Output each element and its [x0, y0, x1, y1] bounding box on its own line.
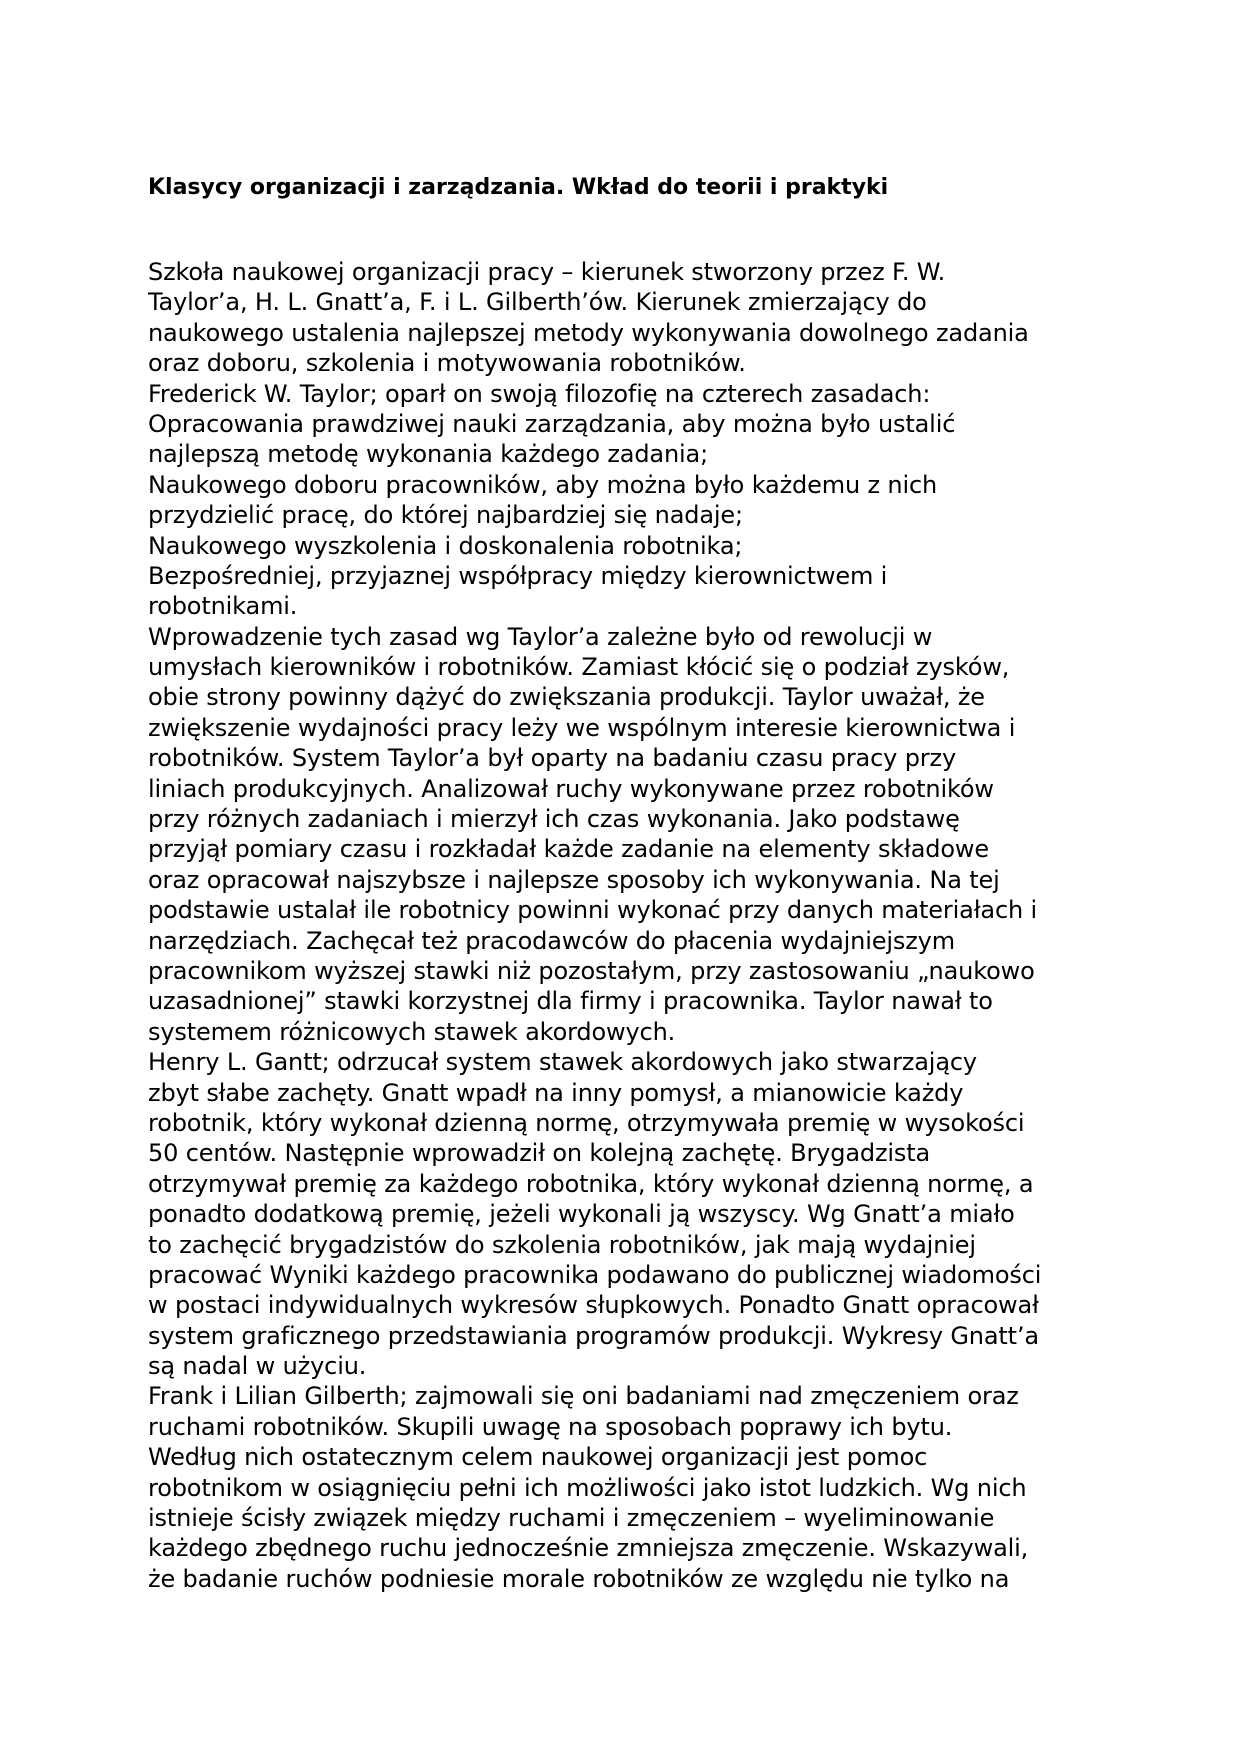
text-line: istnieje ścisły związek między ruchami i zmęczeniem – wyeliminowanie [148, 1504, 995, 1533]
text-line: Naukowego doboru pracowników, aby można było każdemu z nich [148, 470, 938, 499]
text-line: systemem różnicowych stawek akordowych. [148, 1017, 676, 1046]
text-line: Według nich ostatecznym celem naukowej organizacji jest pomoc [148, 1443, 928, 1472]
text-line: narzędziach. Zachęcał też pracodawców do płacenia wydajniejszym [148, 926, 955, 955]
text-line: robotnik, który wykonał dzienną normę, otrzymywała premię w wysokości [148, 1108, 1025, 1137]
text-line: ruchami robotników. Skupili uwagę na sposobach poprawy ich bytu. [148, 1412, 953, 1441]
text-line: pracownikom wyższej stawki niż pozostałym, przy zastosowaniu „naukowo [148, 956, 1035, 985]
text-line: przy różnych zadaniach i mierzył ich czas wykonania. Jako podstawę [148, 805, 960, 834]
text-line: przyjął pomiary czasu i rozkładał każde zadanie na elementy składowe [148, 835, 989, 864]
text-line: uzasadnionej” stawki korzystnej dla firmy i pracownika. Taylor nawał to [148, 987, 993, 1016]
text-line: każdego zbędnego ruchu jednocześnie zmniejsza zmęczenie. Wskazywali, [148, 1534, 1029, 1563]
text-line: Opracowania prawdziwej nauki zarządzania, aby można było ustalić [148, 409, 956, 438]
text-line: Frank i Lilian Gilberth; zajmowali się oni badaniami nad zmęczeniem oraz [148, 1382, 1019, 1411]
text-line: Taylor’a, H. L. Gnatt’a, F. i L. Gilberth’ów. Kierunek zmierzający do [148, 288, 927, 317]
text-line: że badanie ruchów podniesie morale robotników ze względu nie tylko na [148, 1564, 1010, 1593]
text-line: oraz doboru, szkolenia i motywowania robotników. [148, 349, 746, 378]
text-line: otrzymywał premię za każdego robotnika, który wykonał dzienną normę, a [148, 1169, 1034, 1198]
document-title: Klasycy organizacji i zarządzania. Wkład do teorii i praktyki [148, 175, 889, 200]
text-line: zbyt słabe zachęty. Gnatt wpadł na inny pomysł, a mianowicie każdy [148, 1078, 964, 1107]
text-line: zwiększenie wydajności pracy leży we wspólnym interesie kierownictwa i [148, 713, 1016, 742]
text-line: są nadal w użyciu. [148, 1352, 367, 1381]
document-body [148, 257, 1128, 1594]
text-line: robotników. System Taylor’a był oparty na badaniu czasu pracy przy [148, 744, 956, 773]
text-line: Bezpośredniej, przyjaznej współpracy między kierownictwem i [148, 561, 888, 590]
text-line: obie strony powinny dążyć do zwiększania produkcji. Taylor uważał, że [148, 683, 985, 712]
text-line: Wprowadzenie tych zasad wg Taylor’a zależne było od rewolucji w [148, 622, 933, 651]
text-line: przydzielić pracę, do której najbardziej się nadaje; [148, 501, 743, 530]
text-line: Henry L. Gantt; odrzucał system stawek akordowych jako stwarzający [148, 1048, 977, 1077]
text-line: liniach produkcyjnych. Analizował ruchy wykonywane przez robotników [148, 774, 994, 803]
text-line: naukowego ustalenia najlepszej metody wykonywania dowolnego zadania [148, 318, 1029, 347]
text-line: robotnikom w osiągnięciu pełni ich możliwości jako istot ludzkich. Wg nich [148, 1473, 1027, 1502]
text-line: w postaci indywidualnych wykresów słupkowych. Ponadto Gnatt opracował [148, 1291, 1039, 1320]
text-line: oraz opracował najszybsze i najlepsze sposoby ich wykonywania. Na tej [148, 865, 1000, 894]
text-line: Naukowego wyszkolenia i doskonalenia robotnika; [148, 531, 743, 560]
text-line: podstawie ustalał ile robotnicy powinni wykonać przy danych materiałach i [148, 896, 1038, 925]
text-line: robotnikami. [148, 592, 298, 621]
text-line: najlepszą metodę wykonania każdego zadania; [148, 440, 709, 469]
text-line: pracować Wyniki każdego pracownika podawano do publicznej wiadomości [148, 1260, 1042, 1289]
text-line: system graficznego przedstawiania programów produkcji. Wykresy Gnatt’a [148, 1321, 1039, 1350]
text-line: Szkoła naukowej organizacji pracy – kierunek stworzony przez F. W. [148, 258, 946, 286]
text-line: 50 centów. Następnie wprowadził on kolejną zachętę. Brygadzista [148, 1139, 931, 1168]
text-line: ponadto dodatkową premię, jeżeli wykonali ją wszyscy. Wg Gnatt’a miało [148, 1200, 1015, 1229]
text-line: Frederick W. Taylor; oparł on swoją filozofię na czterech zasadach: [148, 379, 931, 408]
text-line: to zachęcić brygadzistów do szkolenia robotników, jak mają wydajniej [148, 1230, 976, 1259]
text-line: umysłach kierowników i robotników. Zamiast kłócić się o podział zysków, [148, 653, 1010, 682]
